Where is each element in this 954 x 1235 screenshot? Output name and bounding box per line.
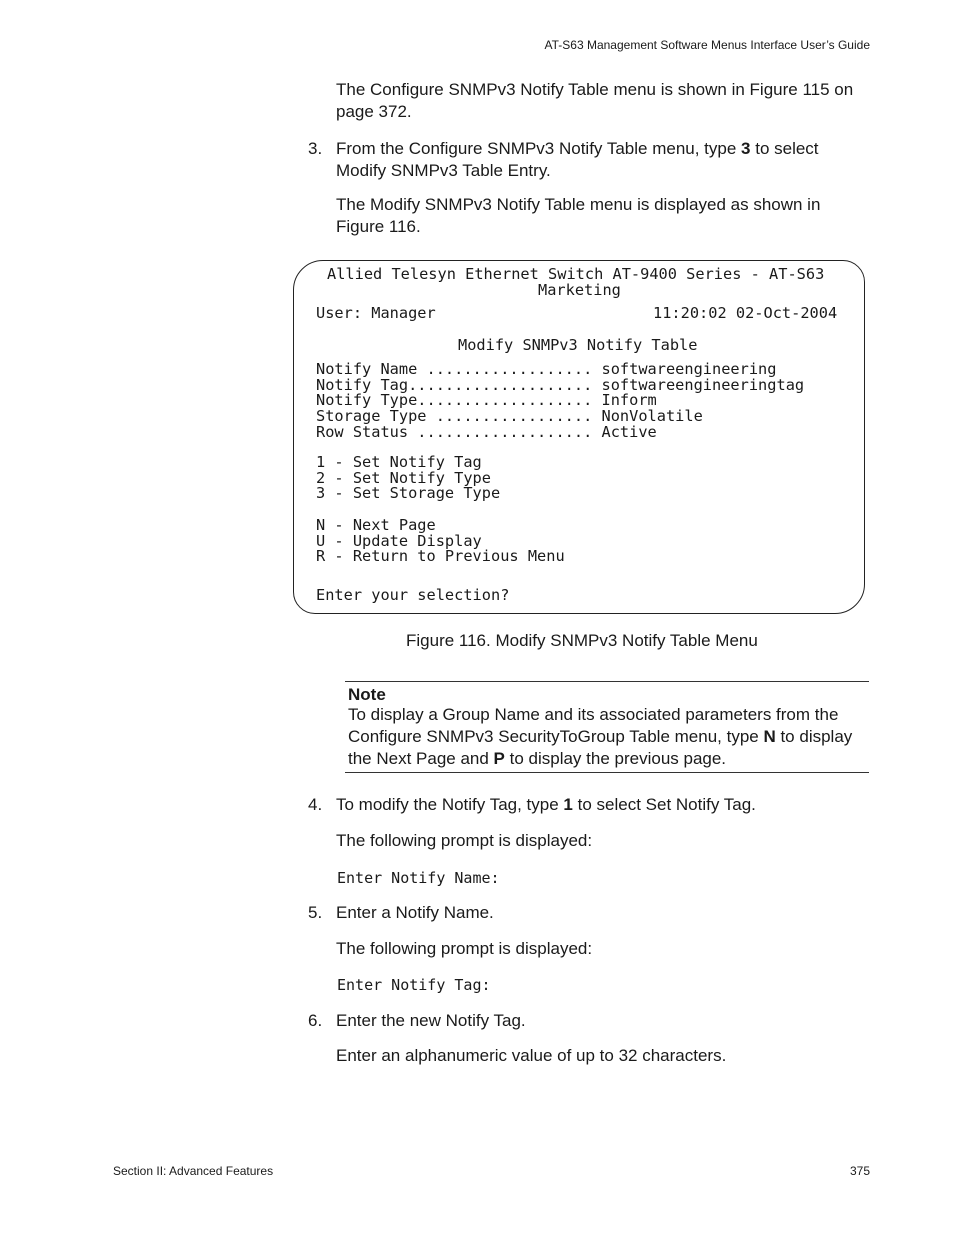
note-text-c: to display the previous page. <box>504 749 727 768</box>
step-6-result: Enter an alphanumeric value of up to 32 characters. <box>336 1046 727 1065</box>
note-text-b: to display the Next Page and <box>348 727 853 768</box>
field-label: Row Status ................... <box>316 422 602 441</box>
screen-menu-title: Modify SNMPv3 Notify Table <box>458 336 698 354</box>
screen-option-1: 1 - Set Notify Tag <box>316 453 482 471</box>
page-number: 375 <box>849 1164 870 1178</box>
note-body <box>348 704 870 770</box>
screen-user: User: Manager <box>316 304 436 322</box>
step-4-text-b: to select Set Notify Tag. <box>572 795 756 814</box>
intro-paragraph: The Configure SNMPv3 Notify Table menu is shown in Figure 115 on page 372. <box>336 80 854 121</box>
step-3-result: The Modify SNMPv3 Notify Table menu is displayed as shown in Figure 116. <box>336 195 821 236</box>
note-box <box>345 681 869 773</box>
step-4-number: 4. <box>308 795 323 814</box>
screen-field-row-status <box>316 422 657 441</box>
terminal-screen-figure <box>293 260 865 614</box>
field-label: Notify Type................... <box>316 391 602 410</box>
field-value: Inform <box>601 391 657 410</box>
screen-option-3: 3 - Set Storage Type <box>316 484 501 503</box>
figure-caption: Figure 116. Modify SNMPv3 Notify Table Menu <box>406 631 758 650</box>
step-4-prompt: Enter Notify Name: <box>337 869 500 887</box>
footer-section: Section II: Advanced Features <box>113 1164 274 1178</box>
note-key-p: P <box>493 749 505 768</box>
field-value: NonVolatile <box>601 407 703 426</box>
field-label: Notify Name .................. <box>316 360 602 378</box>
step-4-key: 1 <box>563 795 573 814</box>
step-6-text: Enter the new Notify Tag. <box>336 1011 526 1030</box>
step-3-text <box>336 138 856 182</box>
step-5-number: 5. <box>308 903 323 922</box>
note-text-a: To display a Group Name and its associated parameters from the Configure SNMPv3 SecurityToGroup Table menu, type <box>348 705 839 746</box>
step-5-prompt: Enter Notify Tag: <box>337 976 491 994</box>
step-4-text <box>336 794 856 816</box>
screen-nav-update: U - Update Display <box>316 531 482 550</box>
note-key-n: N <box>763 727 776 746</box>
running-header: AT-S63 Management Software Menus Interface User’s Guide <box>544 38 870 52</box>
screen-timestamp: 11:20:02 02-Oct-2004 <box>653 304 838 322</box>
step-6-number: 6. <box>308 1011 323 1030</box>
field-value: softwareengineeringtag <box>601 375 805 394</box>
step-4-text-a: To modify the Notify Tag, type <box>336 795 564 814</box>
step-3-text-b: to select Modify SNMPv3 Table Entry. <box>336 139 819 180</box>
screen-option-2: 2 - Set Notify Type <box>316 468 491 487</box>
screen-title-line2: Marketing <box>538 281 621 299</box>
field-value: softwareengineering <box>601 360 777 378</box>
field-label: Notify Tag.................... <box>316 375 602 394</box>
step-3-text-a: From the Configure SNMPv3 Notify Table menu, type <box>336 139 742 158</box>
step-5-text: Enter a Notify Name. <box>336 903 494 922</box>
screen-nav-next: N - Next Page <box>316 516 436 534</box>
step-3-number: 3. <box>308 139 323 158</box>
step-4-result: The following prompt is displayed: <box>336 831 593 850</box>
field-value: Active <box>601 422 657 441</box>
step-5-result: The following prompt is displayed: <box>336 939 593 958</box>
screen-title-line1: Allied Telesyn Ethernet Switch AT-9400 Series - AT-S63 <box>327 265 825 283</box>
screen-prompt: Enter your selection? <box>316 586 510 604</box>
note-title: Note <box>348 685 386 704</box>
field-label: Storage Type ................. <box>316 407 602 426</box>
step-3-key: 3 <box>741 139 751 158</box>
screen-nav-return: R - Return to Previous Menu <box>316 547 565 566</box>
